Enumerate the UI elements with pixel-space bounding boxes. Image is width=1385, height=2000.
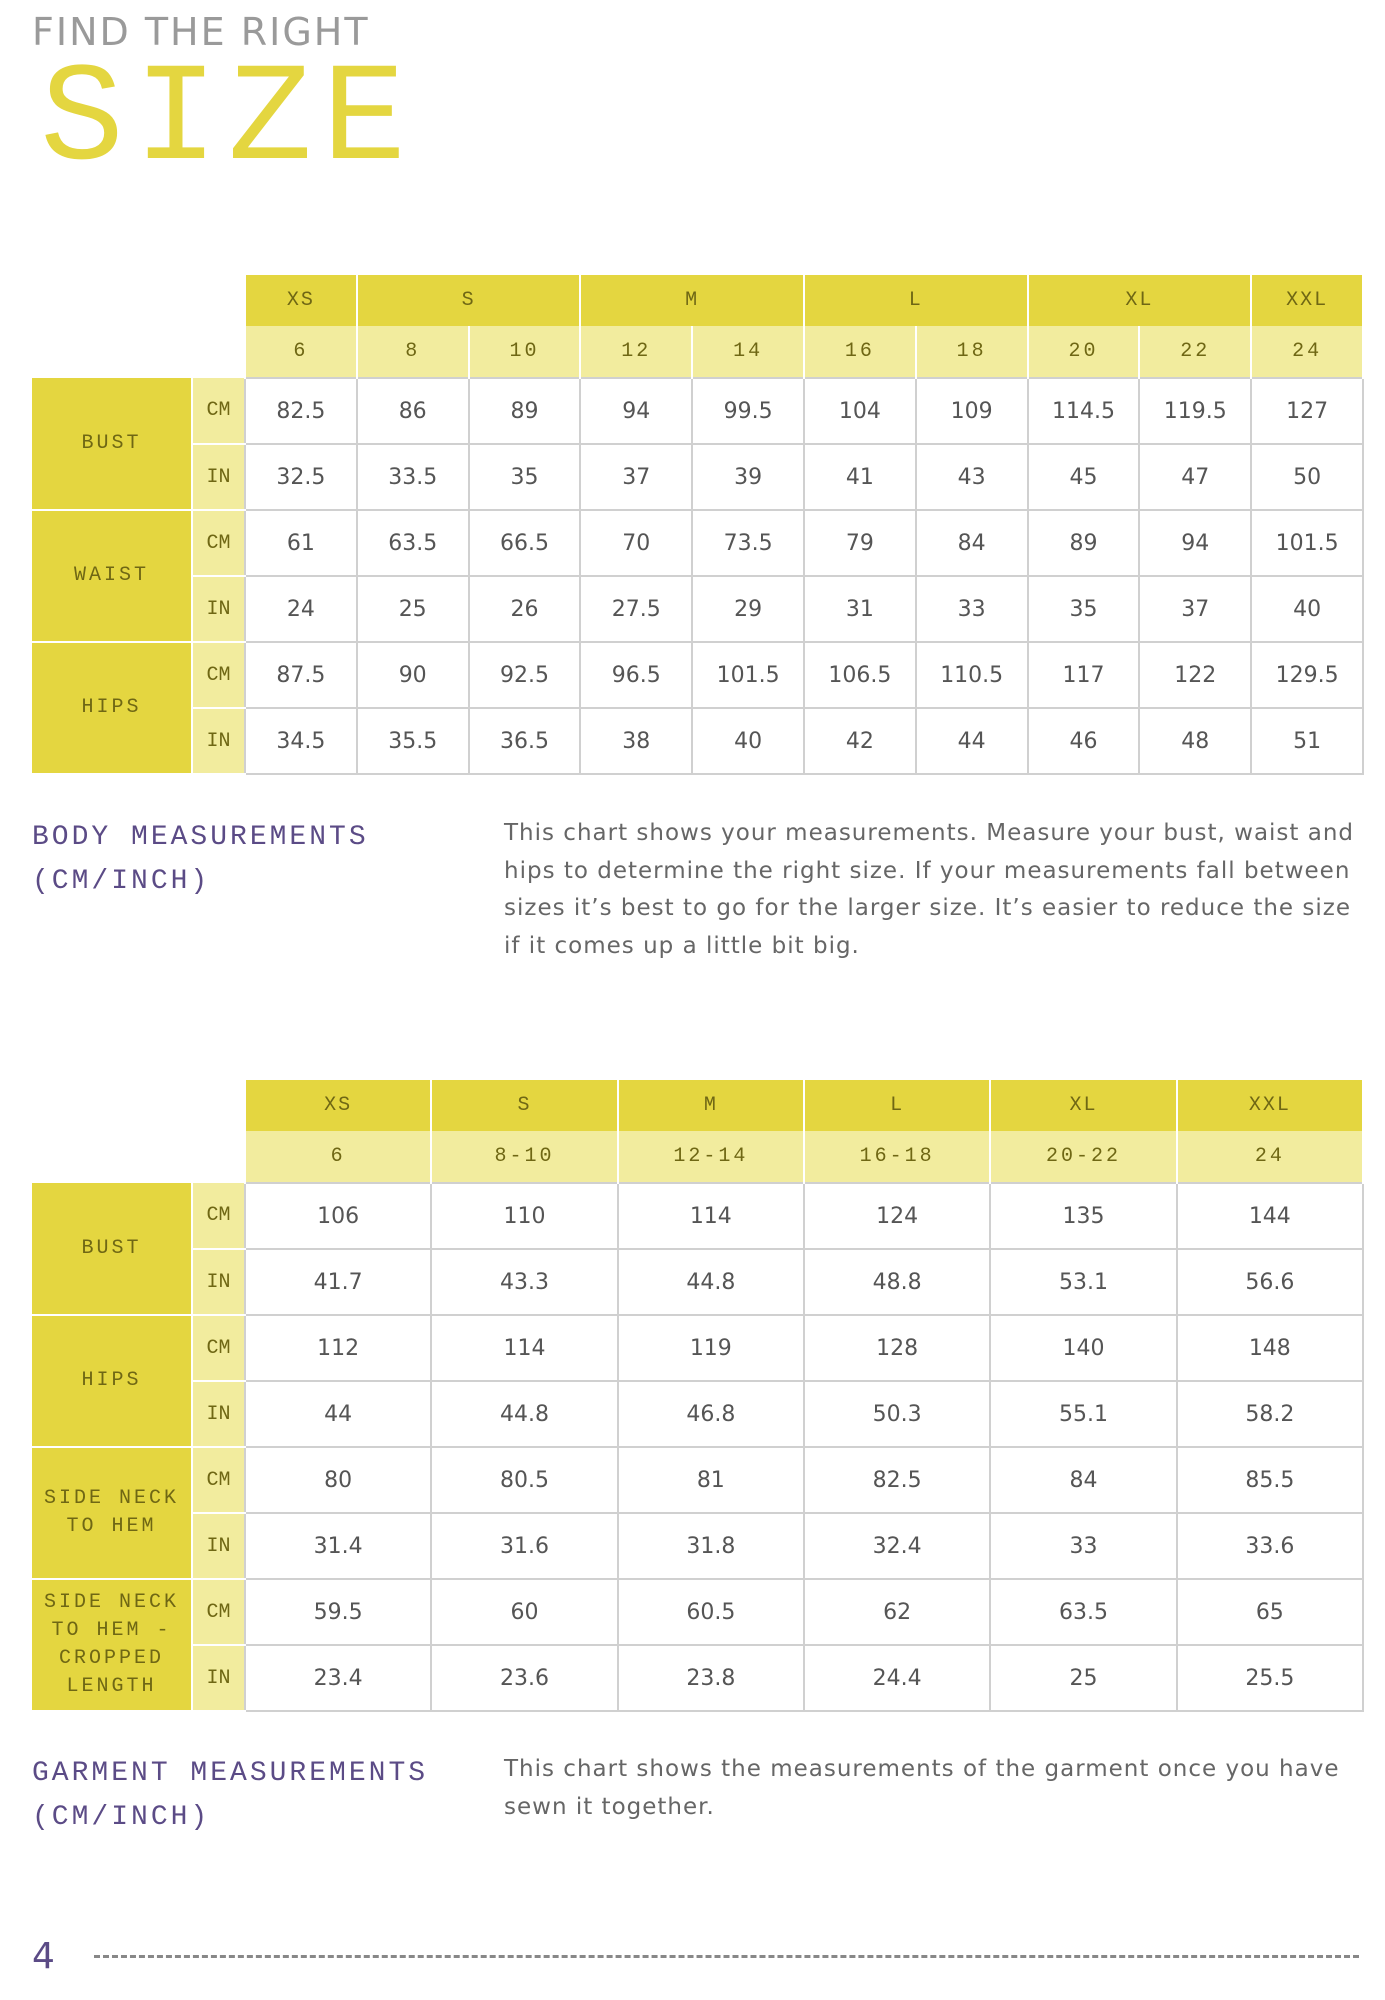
size-number: 8 [357,326,469,378]
measurement-row-in [32,444,1363,510]
size-header-l: L [804,1080,990,1131]
measurement-cell: 117 [1028,642,1140,708]
measurement-cell: 124 [804,1183,990,1249]
size-number: 18 [916,326,1028,378]
measurement-cell: 26 [469,576,581,642]
measurement-cell: 23.6 [431,1645,617,1711]
measurement-row-cm [32,1447,1363,1513]
size-number: 24 [1177,1131,1363,1183]
measurement-row-cm [32,1579,1363,1645]
measurement-row-in [32,708,1363,774]
measurement-cell: 148 [1177,1315,1363,1381]
measurement-cell: 94 [580,378,692,444]
measurement-cell: 41 [804,444,916,510]
measurement-cell: 36.5 [469,708,581,774]
measurement-cell: 66.5 [469,510,581,576]
row-label: WAIST [32,510,192,642]
measurement-cell: 25 [990,1645,1176,1711]
measurement-cell: 37 [1139,576,1251,642]
measurement-cell: 44 [245,1381,431,1447]
measurement-cell: 82.5 [804,1447,990,1513]
size-number: 22 [1139,326,1251,378]
unit-label-cm: CM [192,1579,245,1645]
measurement-row-in [32,1381,1363,1447]
caption-units: (CM/INCH) [32,866,211,897]
measurement-cell: 65 [1177,1579,1363,1645]
measurement-cell: 23.4 [245,1645,431,1711]
measurement-row-in [32,576,1363,642]
measurement-cell: 33.6 [1177,1513,1363,1579]
measurement-cell: 44.8 [618,1249,804,1315]
row-label: SIDE NECK TO HEM - CROPPED LENGTH [32,1579,192,1711]
footer-dashed-rule [94,1955,1359,1958]
size-number: 20-22 [990,1131,1176,1183]
size-header-xs: XS [245,275,357,326]
size-number: 16 [804,326,916,378]
size-number: 10 [469,326,581,378]
measurement-cell: 106 [245,1183,431,1249]
unit-label-cm: CM [192,378,245,444]
measurement-cell: 60.5 [618,1579,804,1645]
measurement-cell: 29 [692,576,804,642]
measurement-cell: 85.5 [1177,1447,1363,1513]
size-number: 6 [245,1131,431,1183]
measurement-cell: 31.6 [431,1513,617,1579]
measurement-cell: 128 [804,1315,990,1381]
size-header-xs: XS [245,1080,431,1131]
size-header-xl: XL [990,1080,1176,1131]
measurement-cell: 43.3 [431,1249,617,1315]
caption-title: GARMENT MEASUREMENTS [32,1758,429,1789]
body-description: This chart shows your measurements. Measure your bust, waist and hips to determine the right size. If your measurements fall between sizes it’s best to go for the larger size. It’s easier to reduce the size if it comes up a little bit big. [504,820,1355,959]
measurement-cell: 51 [1251,708,1363,774]
unit-label-in: IN [192,1513,245,1579]
size-number: 8-10 [431,1131,617,1183]
measurement-row-in [32,1645,1363,1711]
measurement-cell: 81 [618,1447,804,1513]
size-number: 24 [1251,326,1363,378]
unit-label-cm: CM [192,642,245,708]
measurement-cell: 110 [431,1183,617,1249]
measurement-cell: 112 [245,1315,431,1381]
body-measurements-table [32,275,1364,775]
measurement-cell: 129.5 [1251,642,1363,708]
measurement-cell: 55.1 [990,1381,1176,1447]
measurement-cell: 40 [692,708,804,774]
measurement-cell: 47 [1139,444,1251,510]
measurement-cell: 24 [245,576,357,642]
size-number: 14 [692,326,804,378]
size-header-s: S [431,1080,617,1131]
size-header-m: M [618,1080,804,1131]
page-number: 4 [32,1936,55,1977]
unit-label-cm: CM [192,1183,245,1249]
row-label: SIDE NECK TO HEM [32,1447,192,1579]
garment-caption [32,1752,428,1840]
size-number: 6 [245,326,357,378]
body-caption [32,816,369,904]
measurement-cell: 56.6 [1177,1249,1363,1315]
measurement-cell: 25 [357,576,469,642]
measurement-cell: 110.5 [916,642,1028,708]
measurement-cell: 50.3 [804,1381,990,1447]
measurement-cell: 24.4 [804,1645,990,1711]
page-title: SIZE [40,42,417,201]
measurement-cell: 44 [916,708,1028,774]
header-spacer [32,1131,245,1183]
caption-units: (CM/INCH) [32,1802,211,1833]
measurement-row-in [32,1513,1363,1579]
measurement-cell: 32.5 [245,444,357,510]
unit-label-in: IN [192,1645,245,1711]
measurement-cell: 50 [1251,444,1363,510]
measurement-cell: 114 [431,1315,617,1381]
measurement-cell: 27.5 [580,576,692,642]
measurement-cell: 101.5 [1251,510,1363,576]
header-spacer [32,275,245,326]
measurement-row-cm [32,510,1363,576]
measurement-cell: 119 [618,1315,804,1381]
row-label: BUST [32,1183,192,1315]
measurement-row-cm [32,1183,1363,1249]
size-number: 12-14 [618,1131,804,1183]
measurement-cell: 82.5 [245,378,357,444]
measurement-cell: 43 [916,444,1028,510]
measurement-cell: 31.8 [618,1513,804,1579]
measurement-cell: 60 [431,1579,617,1645]
measurement-cell: 63.5 [990,1579,1176,1645]
measurement-cell: 99.5 [692,378,804,444]
measurement-cell: 80 [245,1447,431,1513]
garment-measurements-table [32,1080,1364,1712]
measurement-cell: 31 [804,576,916,642]
header-spacer [32,326,245,378]
unit-label-cm: CM [192,1447,245,1513]
unit-label-in: IN [192,708,245,774]
measurement-cell: 70 [580,510,692,576]
measurement-cell: 25.5 [1177,1645,1363,1711]
measurement-cell: 48 [1139,708,1251,774]
measurement-cell: 48.8 [804,1249,990,1315]
measurement-row-cm [32,642,1363,708]
measurement-row-in [32,1249,1363,1315]
measurement-cell: 31.4 [245,1513,431,1579]
measurement-cell: 109 [916,378,1028,444]
measurement-cell: 32.4 [804,1513,990,1579]
measurement-cell: 45 [1028,444,1140,510]
size-header-xxl: XXL [1177,1080,1363,1131]
measurement-cell: 135 [990,1183,1176,1249]
measurement-cell: 37 [580,444,692,510]
measurement-cell: 92.5 [469,642,581,708]
measurement-cell: 53.1 [990,1249,1176,1315]
measurement-cell: 119.5 [1139,378,1251,444]
measurement-cell: 96.5 [580,642,692,708]
size-header-l: L [804,275,1028,326]
measurement-cell: 122 [1139,642,1251,708]
measurement-cell: 114 [618,1183,804,1249]
unit-label-cm: CM [192,1315,245,1381]
measurement-cell: 23.8 [618,1645,804,1711]
measurement-cell: 58.2 [1177,1381,1363,1447]
measurement-cell: 33 [990,1513,1176,1579]
measurement-cell: 35 [469,444,581,510]
size-header-s: S [357,275,581,326]
measurement-cell: 62 [804,1579,990,1645]
size-header-xxl: XXL [1251,275,1363,326]
measurement-cell: 61 [245,510,357,576]
measurement-cell: 80.5 [431,1447,617,1513]
measurement-cell: 104 [804,378,916,444]
measurement-cell: 42 [804,708,916,774]
measurement-cell: 127 [1251,378,1363,444]
row-label: BUST [32,378,192,510]
size-header-m: M [580,275,804,326]
measurement-cell: 40 [1251,576,1363,642]
size-header-xl: XL [1028,275,1252,326]
measurement-cell: 86 [357,378,469,444]
size-number: 12 [580,326,692,378]
measurement-cell: 87.5 [245,642,357,708]
measurement-cell: 106.5 [804,642,916,708]
row-label: HIPS [32,1315,192,1447]
unit-label-in: IN [192,576,245,642]
measurement-cell: 84 [916,510,1028,576]
garment-description: This chart shows the measurements of the garment once you have sewn it together. [504,1756,1340,1820]
measurement-cell: 33 [916,576,1028,642]
measurement-cell: 35 [1028,576,1140,642]
measurement-cell: 140 [990,1315,1176,1381]
measurement-cell: 33.5 [357,444,469,510]
unit-label-in: IN [192,1249,245,1315]
header-spacer [32,1080,245,1131]
measurement-cell: 35.5 [357,708,469,774]
unit-label-cm: CM [192,510,245,576]
caption-title: BODY MEASUREMENTS [32,822,369,853]
measurement-cell: 59.5 [245,1579,431,1645]
row-label: HIPS [32,642,192,774]
measurement-cell: 34.5 [245,708,357,774]
size-number: 20 [1028,326,1140,378]
measurement-cell: 39 [692,444,804,510]
measurement-cell: 90 [357,642,469,708]
kicker-text: FIND THE RIGHT [32,10,370,54]
measurement-cell: 46.8 [618,1381,804,1447]
measurement-cell: 144 [1177,1183,1363,1249]
measurement-cell: 44.8 [431,1381,617,1447]
unit-label-in: IN [192,1381,245,1447]
measurement-row-cm [32,1315,1363,1381]
measurement-cell: 101.5 [692,642,804,708]
measurement-cell: 79 [804,510,916,576]
unit-label-in: IN [192,444,245,510]
measurement-row-cm [32,378,1363,444]
measurement-cell: 73.5 [692,510,804,576]
measurement-cell: 114.5 [1028,378,1140,444]
measurement-cell: 89 [1028,510,1140,576]
measurement-cell: 94 [1139,510,1251,576]
measurement-cell: 38 [580,708,692,774]
size-number: 16-18 [804,1131,990,1183]
measurement-cell: 46 [1028,708,1140,774]
measurement-cell: 84 [990,1447,1176,1513]
measurement-cell: 89 [469,378,581,444]
measurement-cell: 63.5 [357,510,469,576]
measurement-cell: 41.7 [245,1249,431,1315]
